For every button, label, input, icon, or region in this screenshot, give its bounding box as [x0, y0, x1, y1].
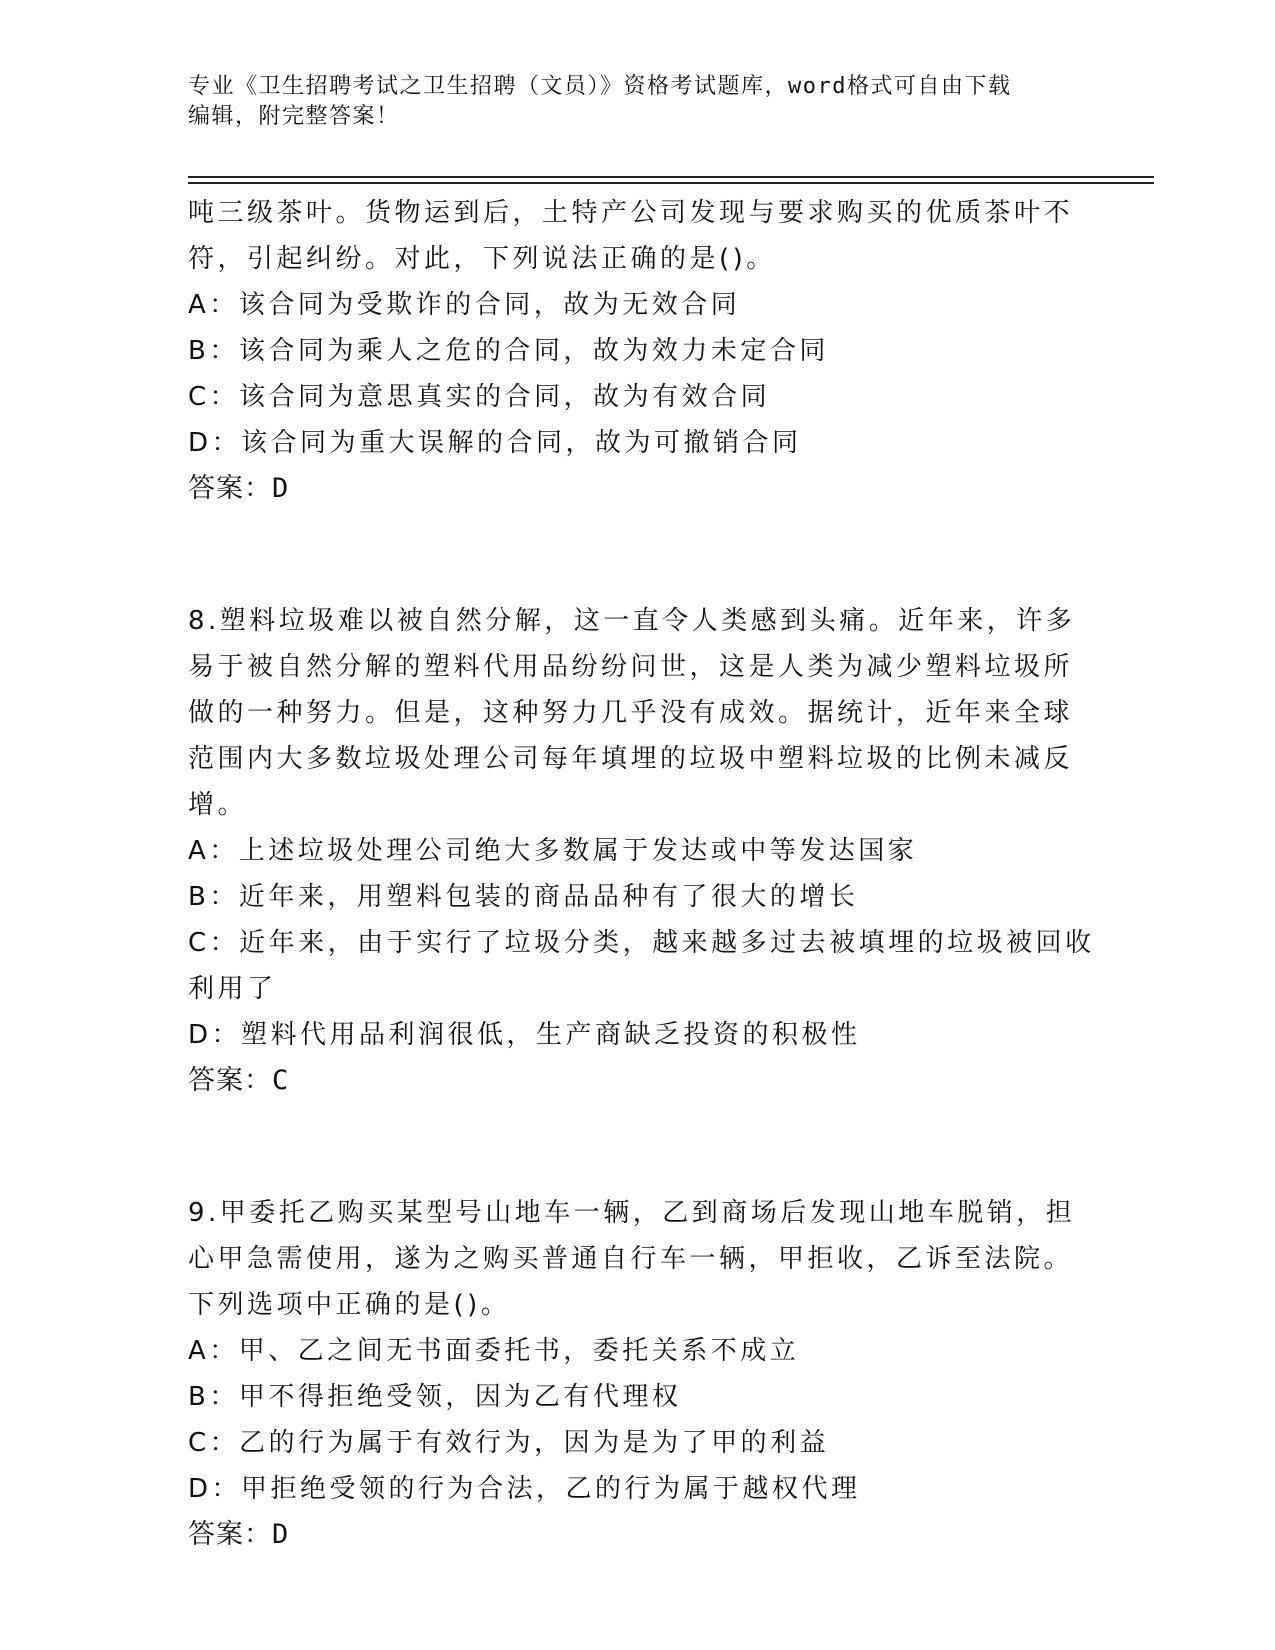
question-9 — [188, 1190, 1128, 1558]
option-b: B：甲不得拒绝受领，因为乙有代理权 — [188, 1382, 682, 1412]
option-a: A：该合同为受欺诈的合同，故为无效合同 — [188, 290, 741, 320]
document-header — [188, 72, 1088, 132]
header-divider-top — [188, 176, 1154, 178]
answer-line — [188, 1058, 1128, 1104]
option-a: A：上述垃圾处理公司绝大多数属于发达或中等发达国家 — [188, 836, 918, 866]
question-stem-line: 增。 — [188, 790, 248, 820]
option-b: B：该合同为乘人之危的合同，故为效力未定合同 — [188, 336, 829, 366]
answer-value: D — [272, 473, 290, 504]
question-stem-line: 做的一种努力。但是，这种努力几乎没有成效。据统计，近年来全球 — [188, 698, 1074, 728]
header-line-2: 编辑，附完整答案！ — [188, 104, 400, 129]
question-stem-line: 符，引起纠纷。对此，下列说法正确的是()。 — [188, 244, 776, 274]
option-a: A：甲、乙之间无书面委托书，委托关系不成立 — [188, 1336, 800, 1366]
question-stem-line: 吨三级茶叶。货物运到后，土特产公司发现与要求购买的优质茶叶不 — [188, 198, 1074, 228]
header-divider-bottom — [188, 182, 1154, 184]
question-8 — [188, 598, 1128, 1104]
option-d: D：该合同为重大误解的合同，故为可撤销合同 — [188, 428, 802, 458]
question-stem-line: 下列选项中正确的是()。 — [188, 1290, 511, 1320]
question-stem-line: 9.甲委托乙购买某型号山地车一辆，乙到商场后发现山地车脱销，担 — [188, 1198, 1076, 1228]
answer-label: 答案： — [188, 1519, 272, 1550]
question-stem-line: 心甲急需使用，遂为之购买普通自行车一辆，甲拒收，乙诉至法院。 — [188, 1244, 1074, 1274]
question-stem-line: 8.塑料垃圾难以被自然分解，这一直令人类感到头痛。近年来，许多 — [188, 606, 1076, 636]
answer-value: C — [272, 1065, 290, 1096]
answer-line — [188, 466, 1128, 512]
answer-label: 答案： — [188, 473, 272, 504]
option-d: D：甲拒绝受领的行为合法，乙的行为属于越权代理 — [188, 1474, 861, 1504]
header-line-1: 专业《卫生招聘考试之卫生招聘（文员）》资格考试题库，word格式可自由下载 — [188, 74, 1012, 99]
option-b: B：近年来，用塑料包装的商品品种有了很大的增长 — [188, 882, 859, 912]
option-c: C：近年来，由于实行了垃圾分类，越来越多过去被填埋的垃圾被回收 — [188, 928, 1095, 958]
answer-line — [188, 1512, 1128, 1558]
question-stem-line: 易于被自然分解的塑料代用品纷纷问世，这是人类为减少塑料垃圾所 — [188, 652, 1074, 682]
option-c: C：乙的行为属于有效行为，因为是为了甲的利益 — [188, 1428, 830, 1458]
option-d: D：塑料代用品利润很低，生产商缺乏投资的积极性 — [188, 1020, 861, 1050]
question-7 — [188, 190, 1128, 512]
option-c-continued: 利用了 — [188, 974, 277, 1004]
question-content — [188, 190, 1128, 1558]
option-c: C：该合同为意思真实的合同，故为有效合同 — [188, 382, 771, 412]
answer-value: D — [272, 1519, 290, 1550]
question-stem-line: 范围内大多数垃圾处理公司每年填埋的垃圾中塑料垃圾的比例未减反 — [188, 744, 1074, 774]
answer-label: 答案： — [188, 1065, 272, 1096]
